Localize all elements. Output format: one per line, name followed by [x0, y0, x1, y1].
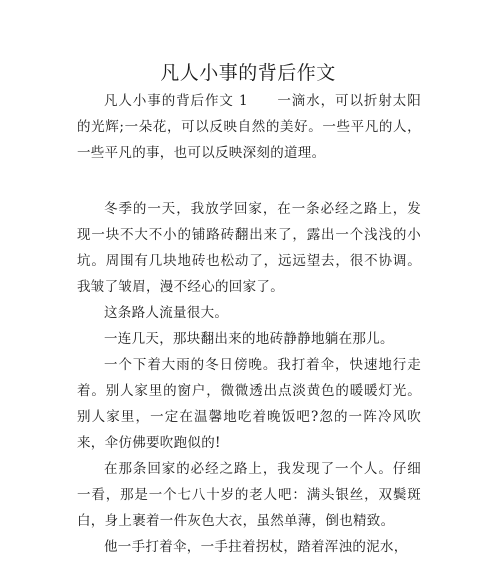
paragraph-rainy-evening: 一个下着大雨的冬日傍晚。我打着伞，快速地行走着。别人家里的窗户，微微透出点淡黄色的暖暖灯光。别人家里，一定在温馨地吃着晚饭吧?忽的一阵冷风吹来，伞仿佛要吹跑似的! — [77, 357, 421, 451]
paragraph-busy-road: 这条路人流量很大。 — [104, 305, 229, 321]
paragraph-intro: 凡人小事的背后作文 1 一滴水，可以折射太阳的光辉;一朵花，可以反映自然的美好。一些平凡的人，一些平凡的事，也可以反映深刻的道理。 — [77, 93, 421, 161]
paragraph-several-days: 一连几天，那块翻出来的地砖静静地躺在那儿。 — [104, 331, 394, 347]
document-title: 凡人小事的背后作文 — [160, 62, 336, 84]
document-body — [77, 88, 421, 560]
paragraph-old-man: 在那条回家的必经之路上，我发现了一个人。仔细一看，那是一个七八十岁的老人吧：满头银丝，双鬓斑白，身上裹着一件灰色大衣，虽然单薄，倒也精致。 — [77, 461, 421, 529]
paragraph-umbrella-cane: 他一手打着伞，一手拄着拐杖，踏着浑浊的泥水， — [104, 539, 408, 555]
paragraph-gap — [77, 166, 421, 196]
paragraph-winter-day: 冬季的一天，我放学回家，在一条必经之路上，发现一块不大不小的铺路砖翻出来了，露出一个浅浅的小坑。周围有几块地砖也松动了，远远望去，很不协调。我皱了皱眉，漫不经心的回家了。 — [77, 201, 421, 295]
